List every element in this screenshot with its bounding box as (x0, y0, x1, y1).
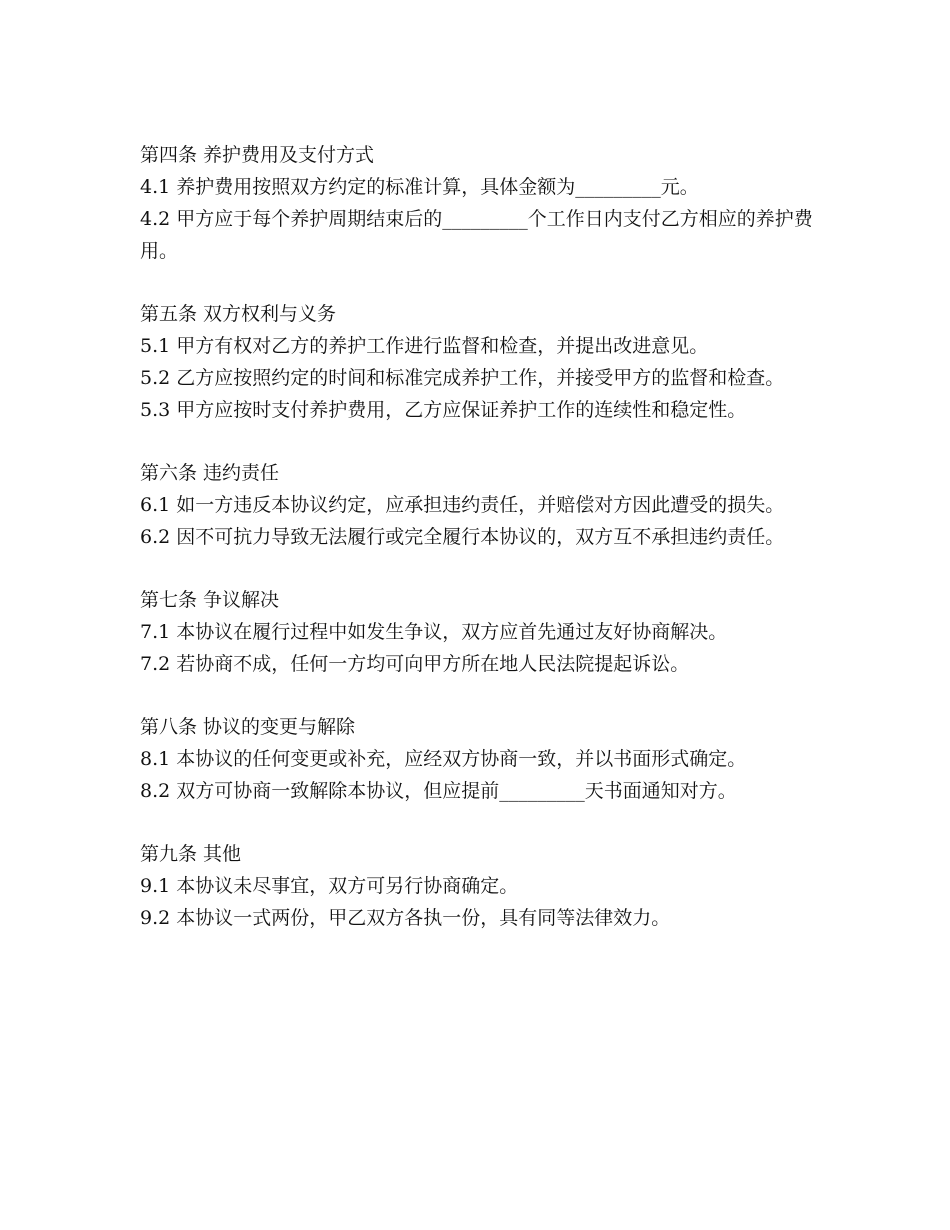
section-heading: 第八条 协议的变更与解除 (140, 716, 356, 738)
section-article-5 (140, 298, 840, 426)
clause-9-2: 9.2 本协议一式两份，甲乙双方各执一份，具有同等法律效力。 (140, 907, 671, 929)
clause-4-1: 4.1 养护费用按照双方约定的标准计算，具体金额为_________元。 (140, 176, 699, 198)
clause-9-1: 9.1 本协议未尽事宜，双方可另行协商确定。 (140, 875, 519, 897)
section-heading: 第五条 双方权利与义务 (140, 303, 337, 325)
clause-8-2: 8.2 双方可协商一致解除本协议，但应提前_________天书面通知对方。 (140, 780, 737, 802)
clause-7-1: 7.1 本协议在履行过程中如发生争议，双方应首先通过友好协商解决。 (140, 621, 728, 643)
section-article-4 (140, 139, 840, 267)
clause-6-2: 6.2 因不可抗力导致无法履行或完全履行本协议的，双方互不承担违约责任。 (140, 526, 785, 548)
clause-7-2: 7.2 若协商不成，任何一方均可向甲方所在地人民法院提起诉讼。 (140, 653, 690, 675)
section-article-7 (140, 584, 840, 680)
clause-6-1: 6.1 如一方违反本协议约定，应承担违约责任，并赔偿对方因此遭受的损失。 (140, 494, 785, 516)
section-heading: 第四条 养护费用及支付方式 (140, 144, 375, 166)
section-article-9 (140, 838, 840, 934)
clause-8-1: 8.1 本协议的任何变更或补充，应经双方协商一致，并以书面形式确定。 (140, 748, 747, 770)
section-article-8 (140, 711, 840, 807)
section-heading: 第七条 争议解决 (140, 589, 280, 611)
document-body (140, 139, 840, 965)
section-heading: 第六条 违约责任 (140, 462, 280, 484)
clause-5-3: 5.3 甲方应按时支付养护费用，乙方应保证养护工作的连续性和稳定性。 (140, 399, 747, 421)
section-article-6 (140, 457, 840, 553)
section-heading: 第九条 其他 (140, 843, 242, 865)
clause-5-1: 5.1 甲方有权对乙方的养护工作进行监督和检查，并提出改进意见。 (140, 335, 709, 357)
clause-4-2: 4.2 甲方应于每个养护周期结束后的_________个工作日内支付乙方相应的养护费用。 (140, 208, 813, 262)
clause-5-2: 5.2 乙方应按照约定的时间和标准完成养护工作，并接受甲方的监督和检查。 (140, 367, 785, 389)
